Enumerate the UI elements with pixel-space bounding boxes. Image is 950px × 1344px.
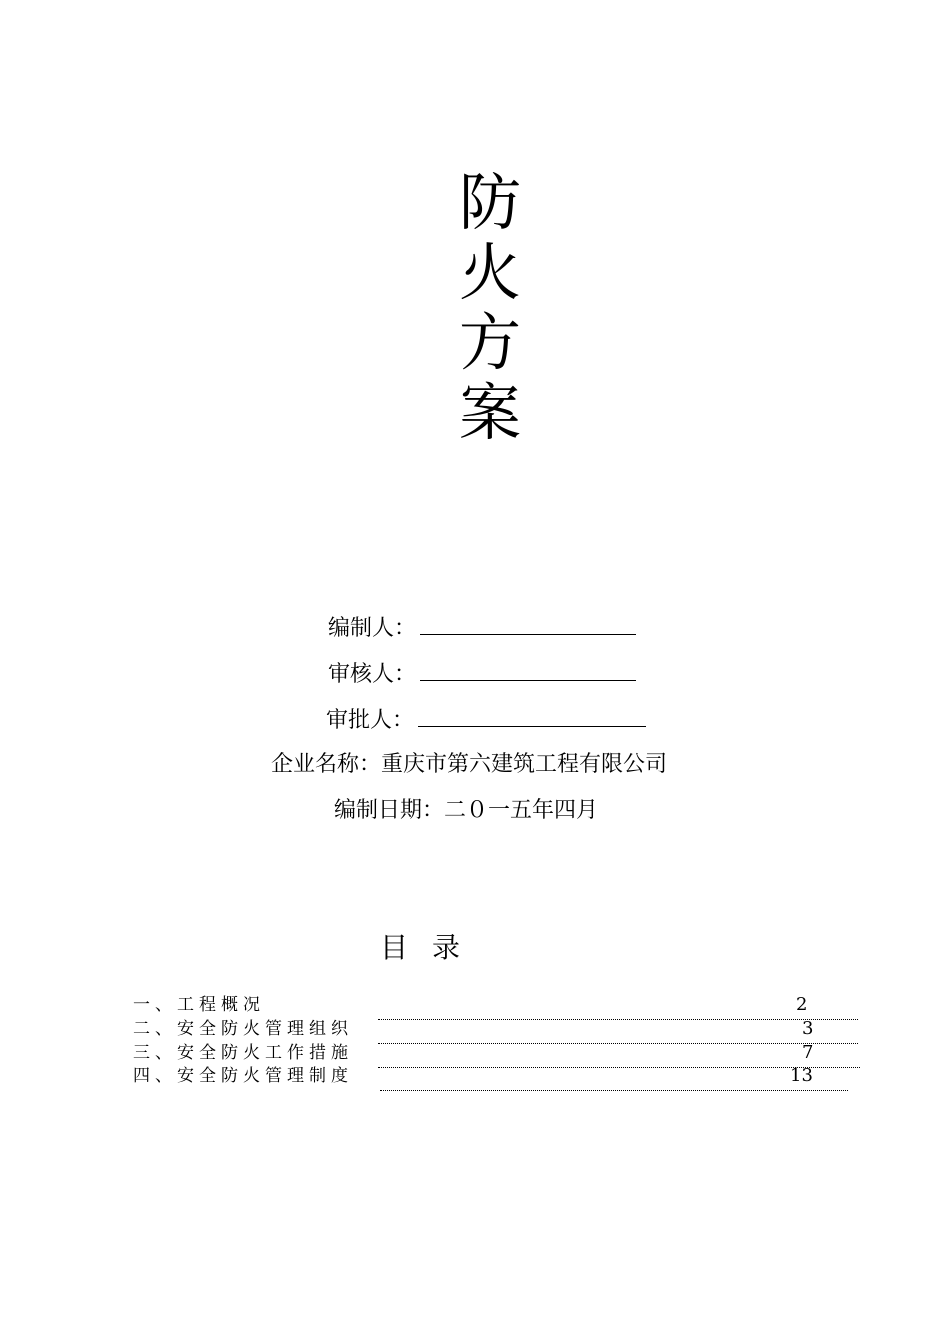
date-value: 二０一五年四月 [444, 798, 599, 823]
compiler-blank[interactable] [420, 612, 636, 635]
reviewer-line [328, 658, 636, 690]
toc-page-3: 7 [802, 1042, 814, 1063]
toc-title: 目录 [380, 931, 485, 964]
title-char-2: 火 [458, 236, 521, 309]
compiler-line [328, 612, 636, 644]
toc-item-1[interactable]: 一、工程概况 [133, 995, 265, 1015]
compiler-label: 编制人： [328, 616, 417, 641]
toc-item-2[interactable]: 二、安全防火管理组织 [133, 1019, 353, 1039]
date-line [334, 796, 598, 826]
title-char-3: 方 [458, 306, 521, 379]
toc-page-1: 2 [796, 994, 808, 1015]
approver-label: 审批人： [326, 708, 415, 733]
toc-dots-3 [378, 1067, 860, 1068]
company-label: 企业名称： [271, 752, 382, 777]
reviewer-label: 审核人： [328, 662, 417, 687]
date-label: 编制日期： [334, 798, 445, 823]
reviewer-blank[interactable] [420, 658, 636, 681]
company-name: 重庆市第六建筑工程有限公司 [381, 752, 668, 777]
toc-item-4[interactable]: 四、安全防火管理制度 [133, 1066, 353, 1086]
title-char-1: 防 [458, 166, 521, 239]
toc-dots-2 [378, 1043, 858, 1044]
toc-dots-1 [378, 1019, 858, 1020]
title-char-4: 案 [458, 376, 521, 449]
toc-item-3[interactable]: 三、安全防火工作措施 [133, 1043, 353, 1063]
approver-blank[interactable] [418, 704, 646, 727]
toc-dots-4 [380, 1090, 848, 1091]
toc-page-2: 3 [802, 1018, 814, 1039]
toc-page-4: 13 [790, 1065, 813, 1086]
approver-line [326, 704, 646, 736]
company-line [271, 750, 667, 780]
